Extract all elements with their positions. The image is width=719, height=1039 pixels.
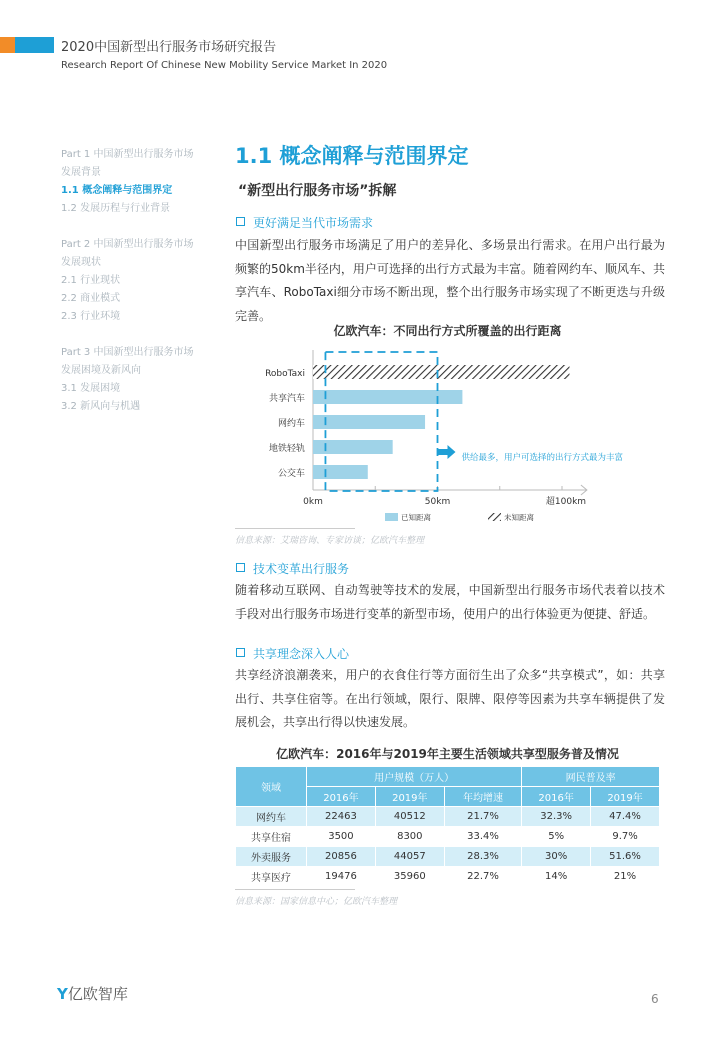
subheader: 2016年 (522, 787, 591, 807)
table-cell: 14% (522, 867, 591, 887)
table-row (236, 807, 660, 827)
subheader: 2019年 (375, 787, 444, 807)
subheading-1: 更好满足当代市场需求 (236, 214, 373, 231)
subheader: 年均增速 (444, 787, 521, 807)
report-title-cn: 2020中国新型出行服务市场研究报告 (61, 40, 277, 55)
bar-RoboTaxi (313, 365, 569, 379)
table-cell: 21% (591, 867, 660, 887)
subheading-2: 技术变革出行服务 (236, 560, 349, 577)
category-label: 共享汽车 (268, 394, 305, 404)
toc-item[interactable]: 2.3 行业环境 (61, 311, 121, 322)
table-title: 亿欧汽车：2016年与2019年主要生活领域共享型服务普及情况 (276, 747, 619, 761)
paragraph-3: 共享经济浪潮袭来，用户的衣食住行等方面衍生出了众多“共享模式”，如：共享出行、共享住宿等。在出行领域，限行、限牌、限停等因素为共享车辆提供了发展机会，共享出行得以快速发展。 (235, 668, 665, 729)
table-cell: 47.4% (591, 807, 660, 827)
subheader: 2016年 (307, 787, 376, 807)
table-row (236, 867, 660, 887)
table-cell: 19476 (307, 867, 376, 887)
bar-共享汽车 (313, 390, 462, 404)
chart-source: 信息来源：艾瑞咨询、专家访谈；亿欧汽车整理 (235, 536, 425, 546)
logo-y-icon: Y (57, 985, 68, 1003)
category-label: 公交车 (277, 469, 305, 479)
section-subtitle: “新型出行服务市场”拆解 (238, 183, 397, 199)
x-tick-label: 0km (303, 497, 323, 507)
legend-swatch-unknown (488, 513, 501, 521)
bar-网约车 (313, 415, 425, 429)
report-title-en: Research Report Of Chinese New Mobility Service Market In 2020 (61, 60, 388, 71)
toc-item[interactable]: 3.2 新风向与机遇 (61, 401, 141, 412)
annotation: 供给最多，用户可选择的出行方式最为丰富 (461, 453, 624, 463)
toc-item[interactable]: 2.2 商业模式 (61, 293, 121, 304)
table-row (236, 827, 660, 847)
header-penetration: 网民普及率 (522, 767, 660, 787)
sharing-services-table (235, 766, 660, 887)
section-title: 1.1 概念阐释与范围界定 (235, 144, 469, 168)
category-label: 地铁轻轨 (268, 444, 305, 454)
subheader: 2019年 (591, 787, 660, 807)
table-cell: 51.6% (591, 847, 660, 867)
x-tick-label: 超100km (545, 497, 587, 507)
subheading-3: 共享理念深入人心 (236, 645, 349, 662)
table-cell: 40512 (375, 807, 444, 827)
table-cell: 3500 (307, 827, 376, 847)
sidebar-toc (61, 146, 193, 416)
header-accent-orange (0, 37, 15, 53)
legend-unknown: 未知距离 (504, 513, 534, 522)
paragraph-1: 中国新型出行服务市场满足了用户的差异化、多场景出行需求。在用户出行最为频繁的50km半径内，用户可选择的出行方式最为丰富。随着网约车、顺风车、共享汽车、RoboTaxi细分市场不断出现，整个出行服务市场实现了不断更迭与升级完善。 (235, 238, 665, 323)
toc-item[interactable]: 发展困境及新风向 (61, 365, 141, 376)
toc-item[interactable]: 1.2 发展历程与行业背景 (61, 203, 171, 214)
toc-item[interactable]: 发展背景 (61, 167, 101, 178)
toc-item-active[interactable]: 1.1 概念阐释与范围界定 (61, 185, 173, 196)
checkbox-square-icon (236, 648, 245, 657)
table-row (236, 847, 660, 867)
table-cell: 33.4% (444, 827, 521, 847)
table-cell: 22.7% (444, 867, 521, 887)
table-cell: 21.7% (444, 807, 521, 827)
table-cell: 共享医疗 (236, 867, 307, 887)
table-cell: 35960 (375, 867, 444, 887)
table-cell: 32.3% (522, 807, 591, 827)
header-accent-blue (15, 37, 54, 53)
toc-item[interactable]: 3.1 发展困境 (61, 383, 121, 394)
header-domain: 领域 (236, 767, 307, 807)
toc-item[interactable]: Part 1 中国新型出行服务市场 (61, 149, 194, 160)
bar-公交车 (313, 465, 368, 479)
toc-item[interactable]: Part 2 中国新型出行服务市场 (61, 239, 194, 250)
toc-item[interactable]: 发展现状 (61, 257, 101, 268)
header-user-scale: 用户规模（万人） (307, 767, 522, 787)
legend-swatch-known (385, 513, 398, 521)
table-cell: 22463 (307, 807, 376, 827)
table-cell: 44057 (375, 847, 444, 867)
arrow-right-icon (438, 445, 456, 459)
checkbox-square-icon (236, 217, 245, 226)
divider (235, 889, 355, 890)
toc-item[interactable]: Part 3 中国新型出行服务市场 (61, 347, 194, 358)
table-cell: 30% (522, 847, 591, 867)
divider (235, 528, 355, 529)
distance-chart (235, 340, 665, 525)
table-cell: 5% (522, 827, 591, 847)
footer-logo: Y亿欧智库 (57, 985, 128, 1003)
category-label: RoboTaxi (265, 369, 305, 379)
table-cell: 8300 (375, 827, 444, 847)
table-cell: 28.3% (444, 847, 521, 867)
x-tick-label: 50km (424, 497, 451, 507)
table-cell: 网约车 (236, 807, 307, 827)
checkbox-square-icon (236, 563, 245, 572)
page-number: 6 (651, 992, 659, 1006)
paragraph-2: 随着移动互联网、自动驾驶等技术的发展，中国新型出行服务市场代表着以技术手段对出行服务市场进行变革的新型市场，使用户的出行体验更为便捷、舒适。 (235, 583, 665, 621)
table-cell: 共享住宿 (236, 827, 307, 847)
chart-title: 亿欧汽车：不同出行方式所覆盖的出行距离 (333, 324, 562, 338)
table-cell: 外卖服务 (236, 847, 307, 867)
toc-item[interactable]: 2.1 行业现状 (61, 275, 121, 286)
table-cell: 20856 (307, 847, 376, 867)
table-cell: 9.7% (591, 827, 660, 847)
legend-known: 已知距离 (401, 513, 431, 522)
table-source: 信息来源：国家信息中心；亿欧汽车整理 (235, 897, 398, 907)
category-label: 网约车 (277, 419, 305, 429)
